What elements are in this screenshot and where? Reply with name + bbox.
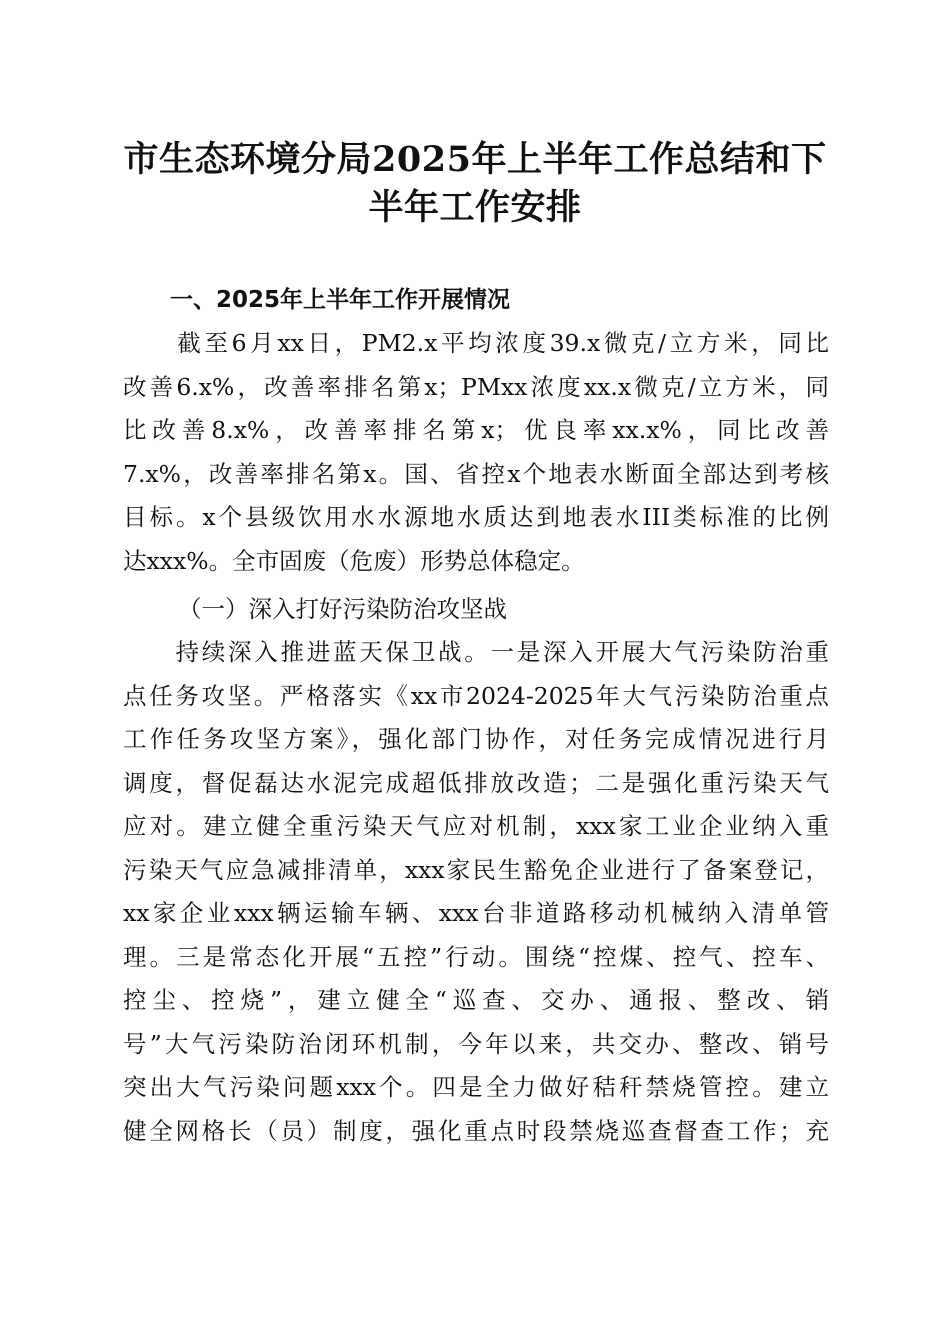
paragraph-line: 控尘、控烧”，建立健全“巡查、交办、通报、整改、销 — [123, 986, 829, 1014]
title-line: 市生态环境分局2025年上半年工作总结和下 — [123, 139, 827, 180]
section-heading: 一、2025年上半年工作开展情况 — [170, 287, 511, 313]
paragraph-line: 应对。建立健全重污染天气应对机制，xxx家工业企业纳入重 — [123, 812, 829, 840]
paragraph-line: 突出大气污染问题xxx个。四是全力做好秸秆禁烧管控。建立 — [123, 1073, 829, 1101]
paragraph-line: 健全网格长（员）制度，强化重点时段禁烧巡查督查工作；充 — [123, 1116, 829, 1145]
paragraph-line: 持续深入推进蓝天保卫战。一是深入开展大气污染防治重 — [123, 638, 829, 666]
subsection-1-paragraph — [123, 631, 829, 1153]
paragraph-line: 污染天气应急减排清单，xxx家民生豁免企业进行了备案登记， — [123, 855, 829, 884]
paragraph-line: 调度，督促磊达水泥完成超低排放改造；二是强化重污染天气 — [123, 768, 829, 797]
paragraph-line: xx家企业xxx辆运输车辆、xxx台非道路移动机械纳入清单管 — [123, 899, 829, 927]
subsection-heading: （一）深入打好污染防治攻坚战 — [178, 595, 507, 623]
paragraph-line: 改善6.x%，改善率排名第x；PMxx浓度xx.x微克/立方米，同 — [123, 372, 829, 401]
paragraph-line: 目标。x个县级饮用水水源地水质达到地表水III类标准的比例 — [123, 503, 829, 531]
paragraph-line: 工作任务攻坚方案》，强化部门协作，对任务完成情况进行月 — [123, 725, 829, 753]
section-1-paragraph — [123, 322, 829, 583]
paragraph-line: 截至6月xx日，PM2.x平均浓度39.x微克/立方米，同比 — [123, 329, 829, 357]
document-title — [110, 136, 840, 232]
paragraph-line: 比改善8.x%，改善率排名第x；优良率xx.x%，同比改善 — [123, 416, 829, 444]
paragraph-line: 达xxx%。全市固废（危废）形势总体稳定。 — [123, 546, 585, 575]
paragraph-line: 理。三是常态化开展“五控”行动。围绕“控煤、控气、控车、 — [123, 942, 829, 971]
title-line: 半年工作安排 — [368, 187, 582, 228]
paragraph-line: 号”大气污染防治闭环机制，今年以来，共交办、整改、销号 — [123, 1029, 829, 1058]
paragraph-line: 点任务攻坚。严格落实《xx市2024-2025年大气污染防治重点 — [123, 681, 829, 710]
paragraph-line: 7.x%，改善率排名第x。国、省控x个地表水断面全部达到考核 — [123, 459, 829, 488]
